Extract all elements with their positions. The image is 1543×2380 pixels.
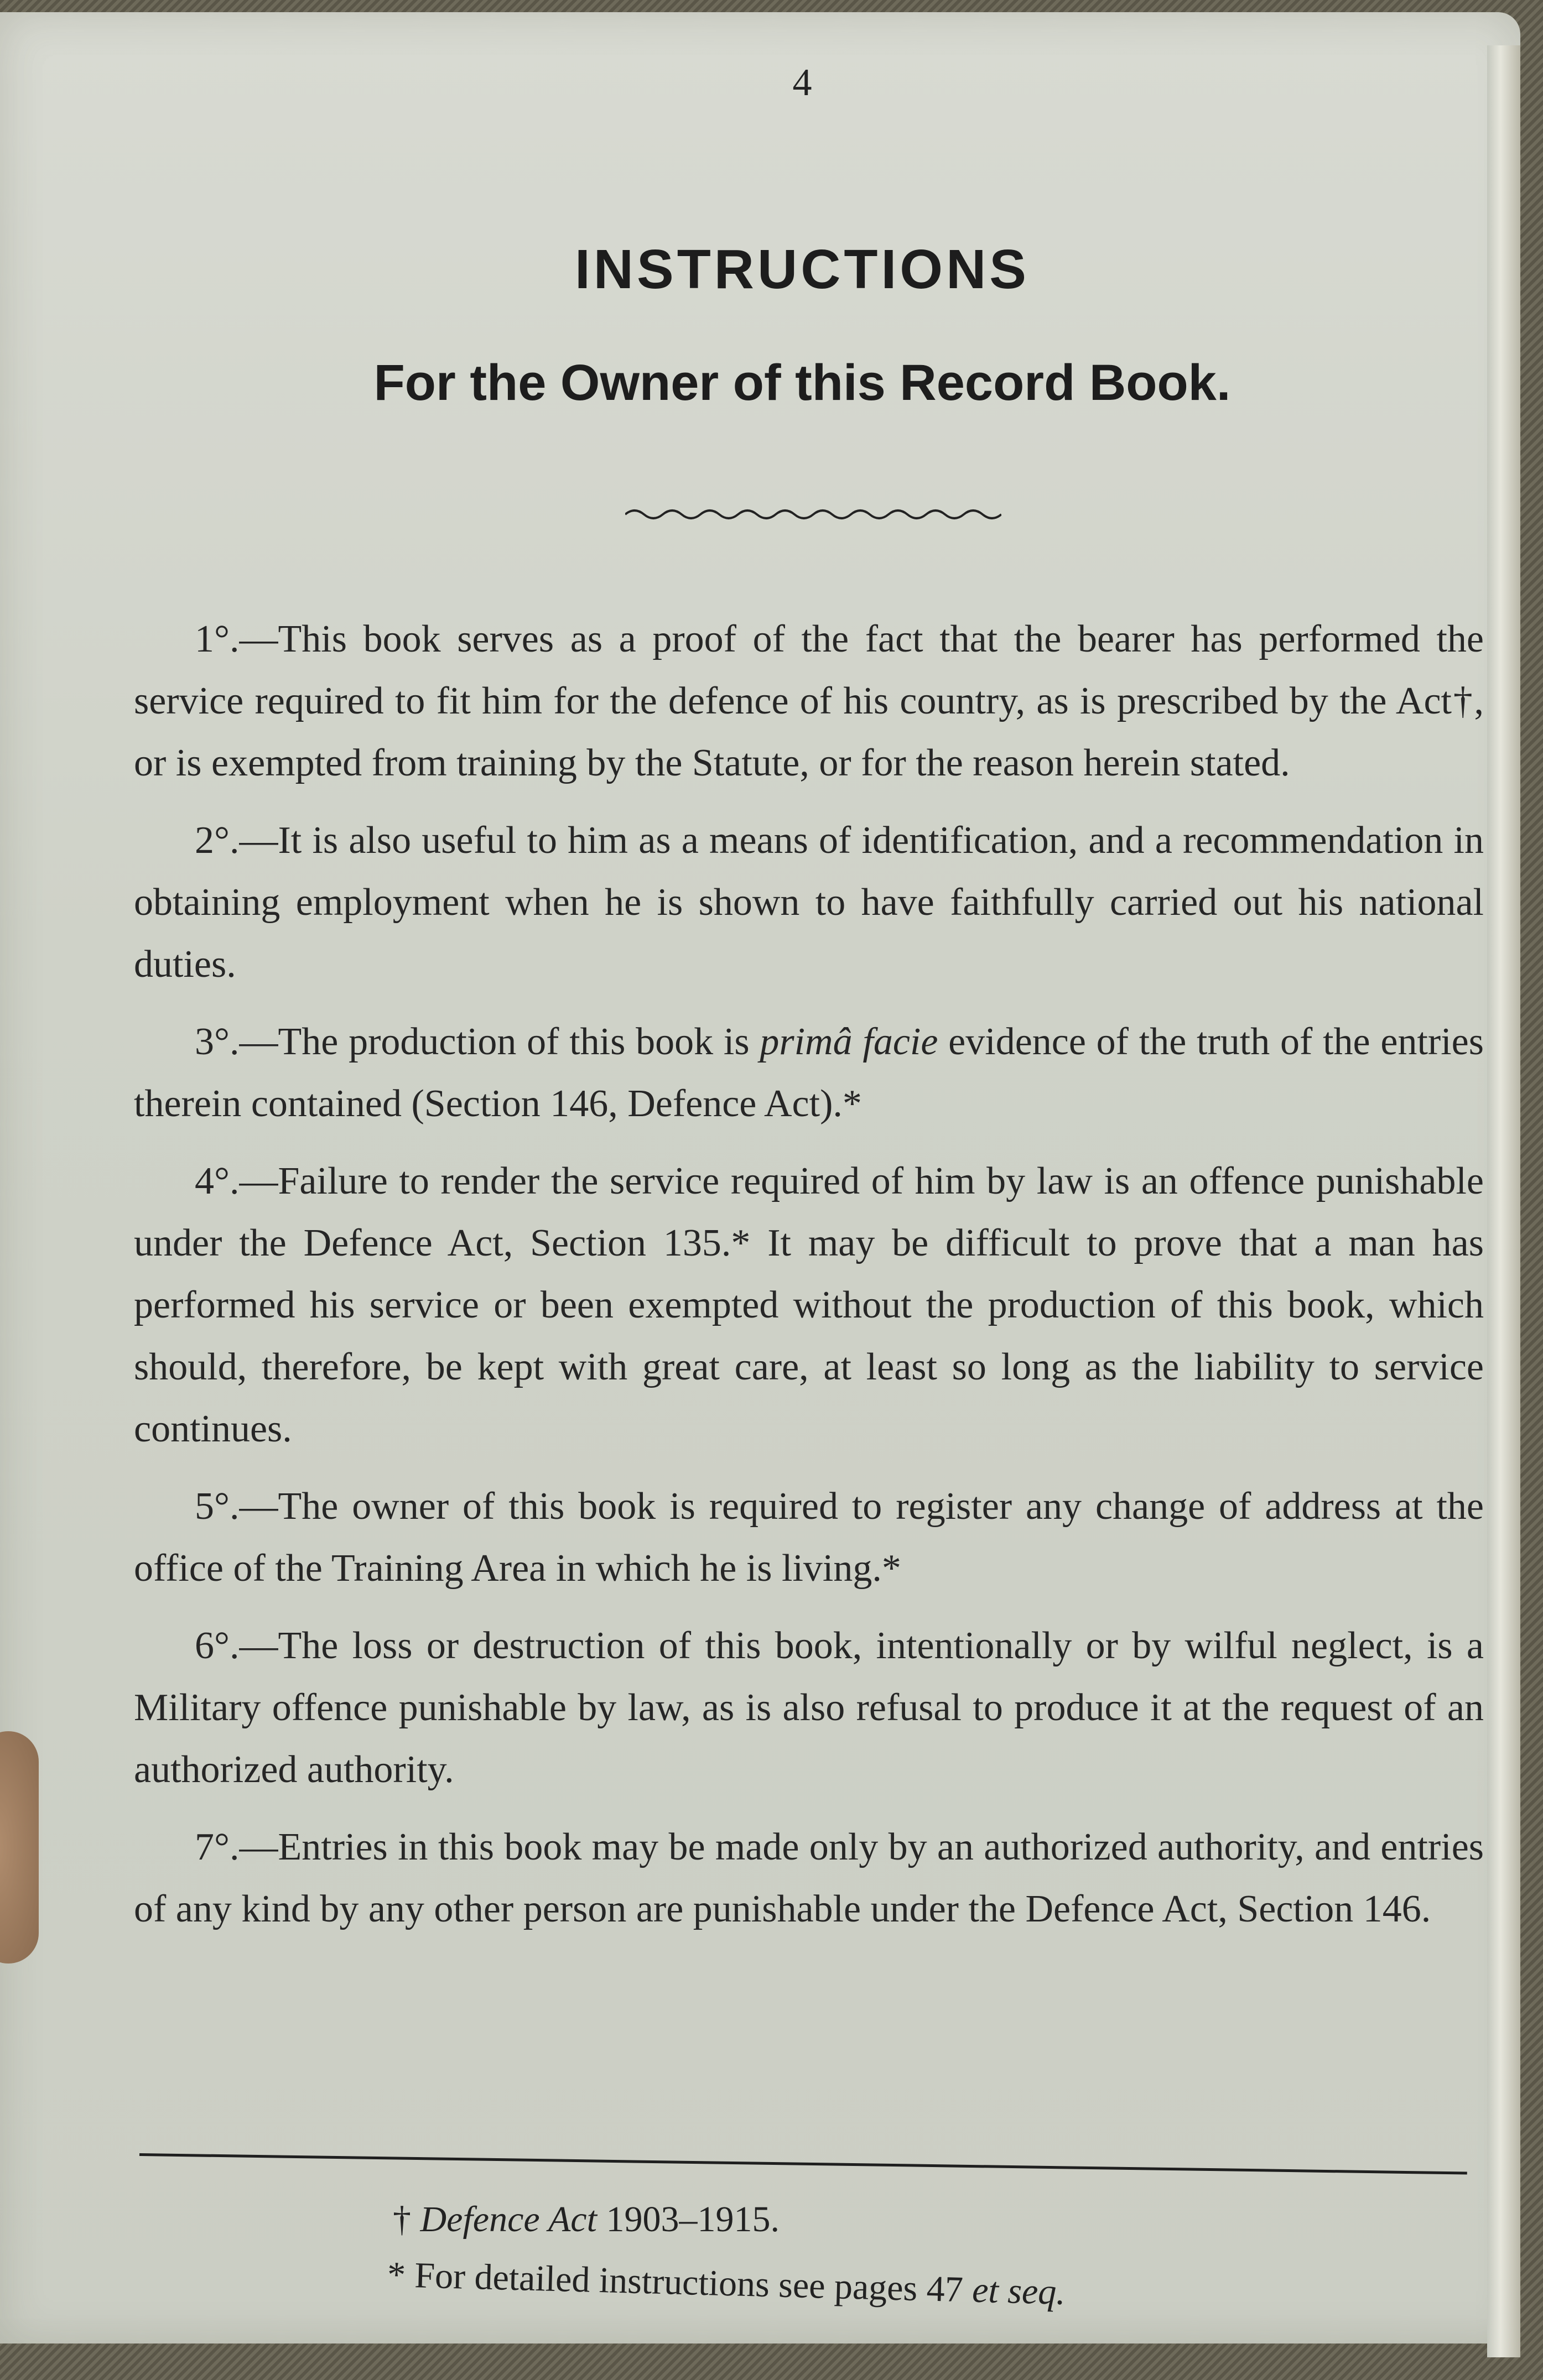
paragraph-3-end: evidence of the truth of the entries therein contained (Section 146, Defence Act).*	[134, 1020, 1484, 1125]
binding-mark	[0, 1731, 39, 1964]
paragraph-3-italic: primâ facie	[760, 1020, 938, 1063]
instruction-paragraph-7: 7°.—Entries in this book may be made only by an authorized authority, and entries of any kind by any other person are punishable under the Defence Act, Section 146.	[134, 1826, 1484, 1930]
page-number: 4	[792, 61, 812, 104]
footnote-dagger	[393, 2199, 780, 2241]
decorative-squiggle	[625, 503, 1001, 525]
footnote-dagger-mark: †	[393, 2199, 411, 2240]
footnote-dagger-act: Defence Act	[420, 2199, 597, 2240]
instruction-paragraph-5: 5°.—The owner of this book is required to register any change of address at the office of the Training Area in which he is living.*	[134, 1485, 1484, 1590]
page-subtitle: For the Owner of this Record Book.	[373, 355, 1231, 411]
instruction-paragraph-4: 4°.—Failure to render the service required of him by law is an offence punishable under the Defence Act, Section 135.* It may be difficult to prove that a man has performed his service or been exempted without the production of this book, which should, therefore, be kept with great care, at least so long as the liability to service continues.	[134, 1160, 1484, 1450]
instruction-paragraph-1: 1°.—This book serves as a proof of the fact that the bearer has performed the service required to fit him for the defence of his country, as is prescribed by the Act†, or is exempted from training by the Statute, or for the reason herein stated.	[134, 618, 1484, 784]
page-title: INSTRUCTIONS	[575, 238, 1030, 300]
instruction-paragraph-6: 6°.—The loss or destruction of this book, intentionally or by wilful neglect, is a Military offence punishable by law, as is also refusal to produce it at the request of an authorized authority.	[134, 1624, 1484, 1791]
instructions-body	[134, 608, 1484, 1956]
footnote-star-mark: *	[387, 2254, 406, 2295]
footnote-dagger-years: 1903–1915.	[596, 2199, 780, 2240]
page-edge	[1487, 45, 1520, 2357]
footnote-star-text: For detailed instructions see pages 47	[405, 2254, 973, 2310]
footnote-star-italic: et seq.	[971, 2269, 1066, 2313]
paragraph-3-start: 3°.—The production of this book is	[195, 1020, 760, 1063]
instruction-paragraph-3	[134, 1011, 1484, 1135]
instruction-paragraph-2: 2°.—It is also useful to him as a means of identification, and a recommendation in obtaining employment when he is shown to have faithfully carried out his national duties.	[134, 819, 1484, 986]
